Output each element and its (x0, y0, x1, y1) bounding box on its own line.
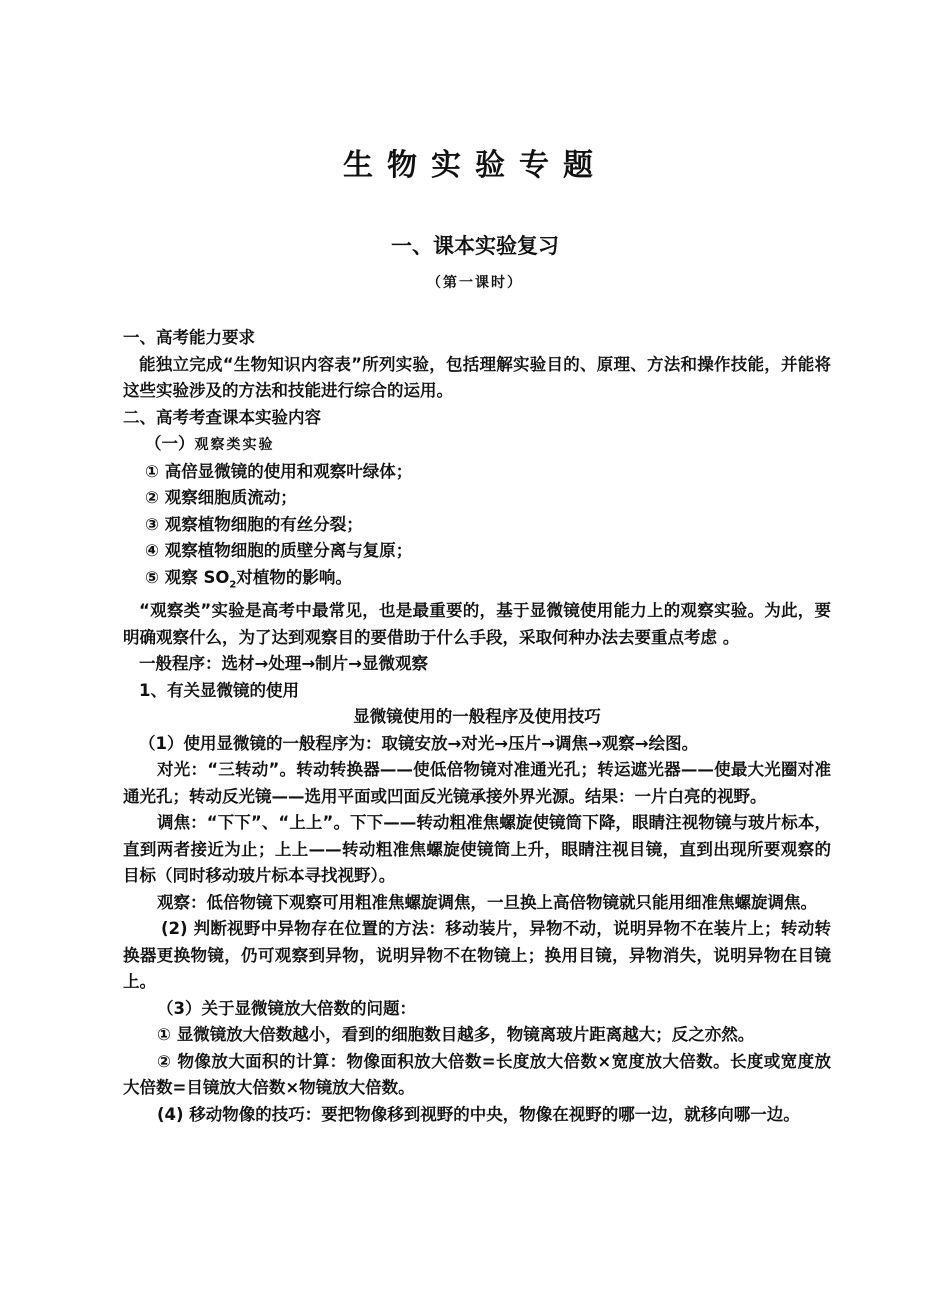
item5-pre: ⑤ 观察 SO (145, 567, 230, 587)
center-heading: 显微镜使用的一般程序及使用技巧 (353, 707, 601, 727)
paragraph-magnification-2: ② 物像放大面积的计算：物像面积放大倍数=长度放大倍数×宽度放大倍数。长度或宽度放大倍数=目镜放大倍数×物镜放大倍数。 (123, 1051, 831, 1098)
paragraph-ability: 能独立完成“生物知识内容表”所列实验，包括理解实验目的、原理、方法和操作技能，并能将这些实验涉及的方法和技能进行综合的运用。 (123, 354, 831, 400)
heading-experiments: 二、高考考查课本实验内容 (123, 407, 321, 427)
document-body (123, 325, 831, 1128)
paragraph-foreign-matter: (2) 判断视野中异物存在位置的方法：移动装片，异物不动，说明异物不在装片上；转动转换器更换物镜，仍可观察到异物，说明异物不在物镜上；换用目镜，异物消失，说明异物在目镜上。 (123, 919, 831, 992)
paragraph-magnification-1: ① 显微镜放大倍数越小，看到的细胞数目越多，物镜离玻片距离越大；反之亦然。 (157, 1025, 755, 1045)
heading-microscope: 1、有关显微镜的使用 (139, 680, 299, 700)
section-title: 一、课本实验复习 (391, 234, 559, 258)
subheading-label: 观察类实验 (194, 437, 275, 453)
list-item (123, 565, 831, 599)
list-item: ② 观察细胞质流动； (145, 488, 297, 507)
list-item: ④ 观察植物细胞的质壁分离与复原； (145, 541, 413, 560)
item5-sub: 2 (229, 578, 237, 590)
general-procedure: 一般程序：选材→处理→制片→显微观察 (139, 654, 428, 674)
paragraph-magnification: （3）关于显微镜放大倍数的问题： (157, 998, 416, 1018)
heading-ability: 一、高考能力要求 (123, 328, 255, 347)
list-item: ③ 观察植物细胞的有丝分裂； (145, 514, 363, 534)
paragraph-guancha: 观察：低倍物镜下观察可用粗准焦螺旋调焦，一旦换上高倍物镜就只能用细准焦螺旋调焦。 (157, 892, 817, 912)
item5-post: 对植物的影响。 (236, 567, 352, 587)
subheading-prefix: （一） (145, 434, 195, 453)
paragraph-observe: “观察类”实验是高考中最常见，也是最重要的，基于显微镜使用能力上的观察实验。为此，要明确观察什么，为了达到观察目的要借助于什么手段，采取何种办法去要重点考虑 。 (123, 601, 831, 647)
paragraph-move-image: (4) 移动物像的技巧：要把物像移到视野的中央，物像在视野的哪一边，就移向哪一边。 (157, 1104, 800, 1124)
list-item: ① 高倍显微镜的使用和观察叶绿体； (145, 461, 413, 481)
subheading-observation (123, 431, 831, 459)
paragraph-procedure: （1）使用显微镜的一般程序为：取镜安放→对光→压片→调焦→观察→绘图。 (139, 733, 699, 753)
lesson-label: （第一课时） (427, 275, 523, 291)
paragraph-duiguang: 对光：“三转动”。转动转换器——使低倍物镜对准通光孔；转运遮光器——使最大光圈对准通光孔；转动反光镜——选用平面或凹面反光镜承接外界光源。结果：一片白亮的视野。 (123, 760, 831, 806)
document-title: 生物实验专题 (343, 148, 607, 183)
paragraph-tiaojiao: 调焦：“下下”、“上上”。下下——转动粗准焦螺旋使镜筒下降，眼睛注视物镜与玻片标本，直到两者接近为止；上上——转动粗准焦螺旋使镜筒上升，眼睛注视目镜，直到出现所要观察的目标（同时移动玻片标本寻找视野）。 (123, 813, 831, 886)
